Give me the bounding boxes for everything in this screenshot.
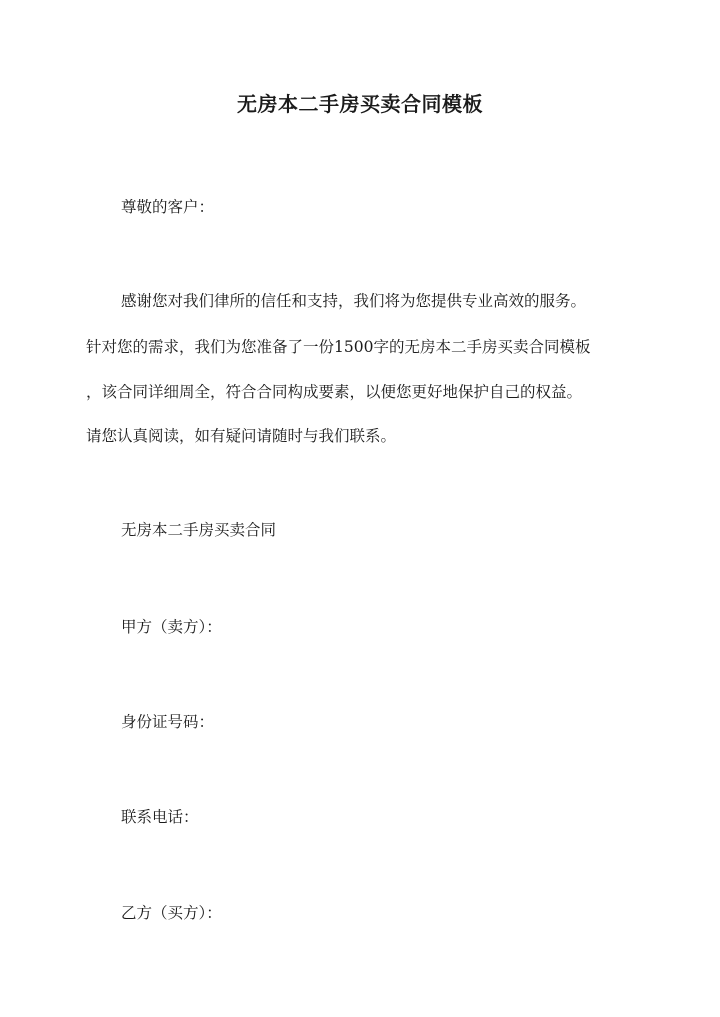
- id-number-label: 身份证号码：: [121, 713, 215, 731]
- phone-label: 联系电话：: [121, 808, 199, 826]
- document-title: 无房本二手房买卖合同模板: [237, 92, 483, 116]
- intro-line-2: 针对您的需求，我们为您准备了一份1500字的无房本二手房买卖合同模板: [86, 338, 591, 356]
- contract-heading: 无房本二手房买卖合同: [121, 521, 277, 539]
- party-b-label: 乙方（买方）：: [121, 904, 222, 922]
- party-a-label: 甲方（卖方）：: [121, 618, 222, 636]
- intro-line-4: 请您认真阅读，如有疑问请随时与我们联系。: [86, 427, 397, 445]
- greeting: 尊敬的客户：: [121, 198, 215, 216]
- intro-line-1: 感谢您对我们律所的信任和支持，我们将为您提供专业高效的服务。: [121, 292, 587, 310]
- intro-line-3: ，该合同详细周全，符合合同构成要素，以便您更好地保护自己的权益。: [86, 383, 583, 401]
